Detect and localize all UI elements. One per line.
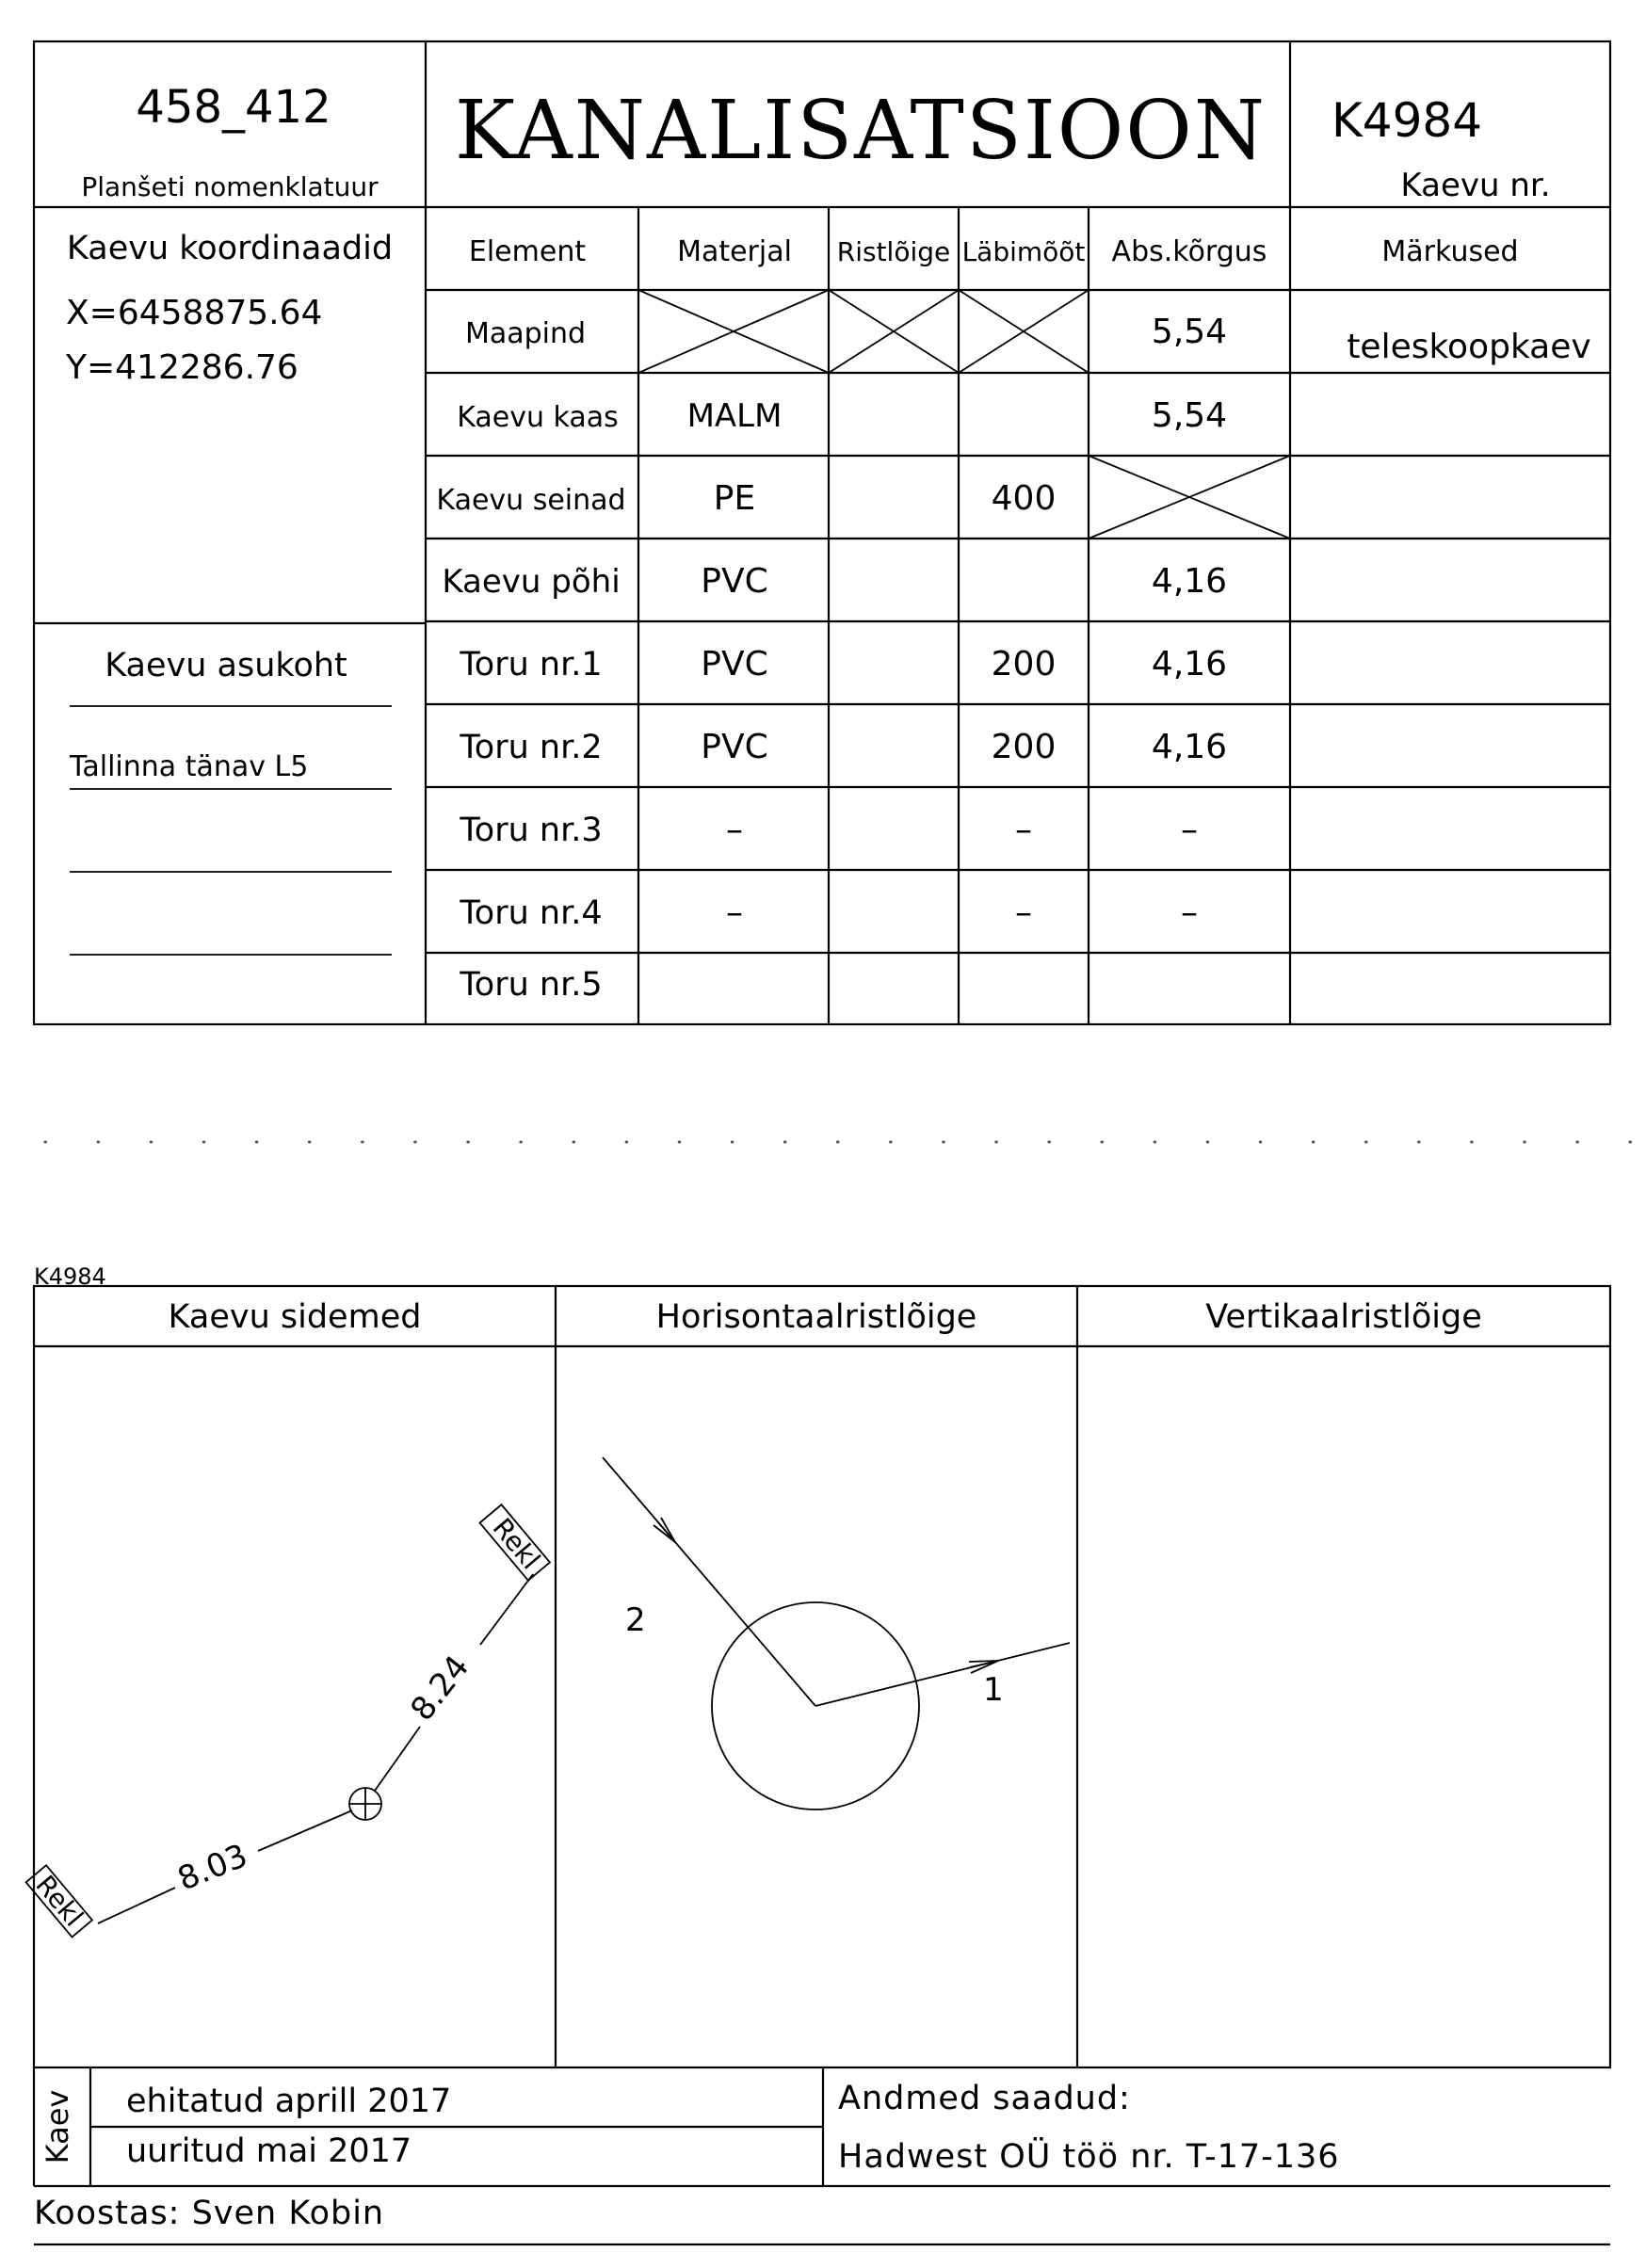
ref-marker-right-label: Rekl: [486, 1512, 547, 1576]
cell-material: –: [726, 811, 743, 849]
cell-material: –: [726, 893, 743, 932]
well-ties-diagram: [24, 1504, 551, 1938]
outlet-pipe-label: 1: [983, 1671, 1004, 1709]
cell-height: 4,16: [1151, 562, 1228, 601]
table-row: [459, 966, 602, 1004]
panel-title-vertical: Vertikaalristlõige: [1205, 1298, 1482, 1336]
panel-title-ties: Kaevu sidemed: [168, 1298, 422, 1336]
cell-element: Kaevu põhi: [442, 563, 621, 601]
source-value: Hadwest OÜ töö nr. T-17-136: [838, 2138, 1340, 2176]
outlet-pipe: [815, 1643, 1070, 1706]
inlet-pipe: [603, 1457, 815, 1706]
col-header-height: Abs.kõrgus: [1111, 235, 1267, 268]
built-date: ehitatud aprill 2017: [126, 2083, 452, 2120]
coordinate-y: Y=412286.76: [66, 348, 299, 387]
cell-height: 5,54: [1151, 313, 1228, 351]
elements-table: [426, 207, 1610, 1024]
coordinates-block: [65, 230, 393, 387]
cell-element: Toru nr.3: [460, 812, 603, 849]
horizontal-section-diagram: [603, 1457, 1070, 1810]
location-block: [69, 647, 392, 955]
cell-height: 4,16: [1151, 728, 1228, 766]
sheet-number: 458_412: [136, 81, 331, 134]
footer-block: [34, 2067, 1610, 2244]
cell-diameter: –: [1015, 811, 1032, 849]
cell-material: PVC: [701, 728, 768, 766]
cell-diameter: 200: [991, 645, 1057, 684]
sheet-caption: Planšeti nomenklatuur: [81, 171, 379, 202]
cell-material: MALM: [686, 397, 783, 435]
footer-side-label: Kaev: [40, 2089, 75, 2164]
cell-element: Toru nr.1: [460, 646, 603, 684]
cell-material: PE: [713, 479, 756, 518]
tie-distance-right: 8.24: [403, 1649, 477, 1729]
cell-element: Maapind: [464, 317, 587, 350]
location-label: Kaevu asukoht: [105, 647, 347, 684]
surveyed-date: uuritud mai 2017: [126, 2132, 412, 2170]
col-header-diameter: Läbimõõt: [961, 236, 1086, 267]
ref-marker-left-label: Rekl: [29, 1869, 89, 1933]
cell-element: Toru nr.5: [460, 966, 603, 1004]
coordinate-x: X=6458875.64: [66, 294, 323, 332]
page-title: KANALISATSIOON: [454, 84, 1267, 178]
author: Koostas: Sven Kobin: [34, 2195, 385, 2232]
cell-diameter: 200: [991, 728, 1057, 766]
coordinates-label: Kaevu koordinaadid: [66, 230, 394, 267]
cell-element: Toru nr.2: [460, 729, 603, 766]
ref-marker-left-icon: [24, 1863, 94, 1938]
col-header-notes: Märkused: [1381, 235, 1519, 268]
location-line-1: Tallinna tänav L5: [70, 750, 309, 783]
cell-height: –: [1181, 811, 1198, 849]
table-row: [459, 645, 1227, 684]
cell-height: 4,16: [1151, 645, 1228, 684]
drawing-tag: K4984: [34, 1263, 106, 1290]
cell-height: –: [1181, 893, 1198, 932]
header-block: [34, 41, 1610, 1024]
table-row: [465, 313, 1591, 366]
source-label: Andmed saadud:: [838, 2080, 1131, 2117]
col-header-material: Materjal: [677, 235, 792, 268]
cell-element: Toru nr.4: [460, 894, 603, 932]
ref-marker-right-icon: [479, 1504, 552, 1581]
table-row: [459, 728, 1227, 766]
table-row: [457, 396, 1227, 435]
cell-diameter: –: [1015, 893, 1032, 932]
well-caption: Kaevu nr.: [1400, 167, 1551, 204]
cell-height: 5,54: [1151, 396, 1228, 435]
inlet-pipe-label: 2: [625, 1601, 646, 1639]
well-id: K4984: [1331, 93, 1483, 148]
cell-diameter: 400: [991, 479, 1057, 518]
cell-element: Kaevu kaas: [457, 401, 619, 434]
cell-notes: teleskoopkaev: [1347, 328, 1591, 366]
table-row: [442, 562, 1227, 601]
col-header-section: Ristlõige: [836, 236, 951, 267]
cell-element: Kaevu seinad: [436, 484, 626, 517]
drawing-section: [24, 1263, 1610, 2067]
table-row: [436, 479, 1056, 518]
cell-material: PVC: [701, 645, 768, 684]
cell-material: PVC: [701, 562, 768, 601]
tie-distance-left: 8.03: [172, 1837, 253, 1899]
panel-title-horizontal: Horisontaalristlõige: [655, 1298, 977, 1336]
col-header-element: Element: [468, 235, 587, 268]
